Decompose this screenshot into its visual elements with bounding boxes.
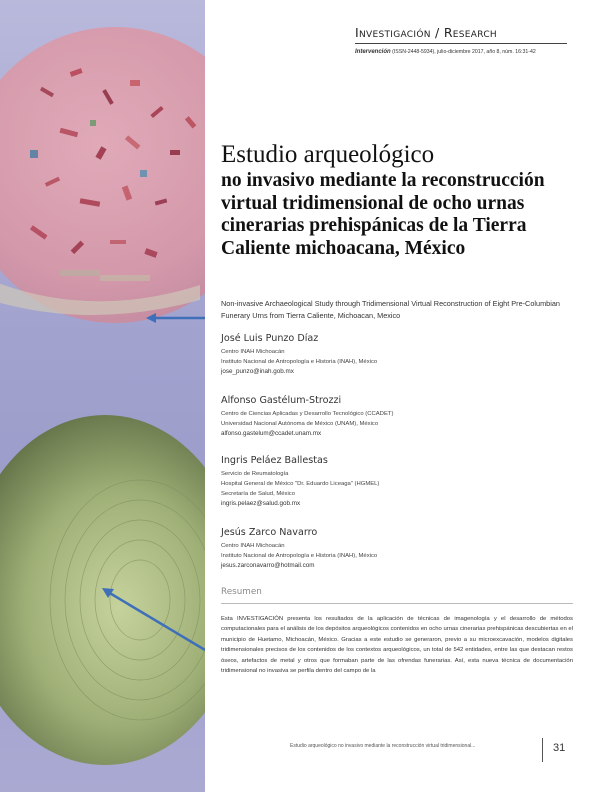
author-block (221, 527, 561, 571)
urn-reconstruction-illustration (0, 0, 205, 792)
author-block (221, 455, 561, 509)
author-name: Ingris Peláez Ballestas (221, 455, 328, 466)
author-affiliation: Hospital General de México "Dr. Eduardo Liceaga" (HGMEL) (221, 481, 380, 487)
author-email[interactable]: alfonso.gastelum@ccadet.unam.mx (221, 430, 322, 437)
author-email[interactable]: ingris.pelaez@salud.gob.mx (221, 500, 301, 507)
footer-rule (542, 738, 543, 762)
article-title-english: Non-invasive Archaeological Study through Tridimensional Virtual Reconstruction of Eight Pre-Columbian Funerary Urns from Tierra Caliente, Michoacan, Mexico (221, 299, 560, 320)
article-title-sub: no invasivo mediante la reconstrucción virtual tridimensional de ocho urnas cinerarias prehispánicas de la Tierra Caliente michoacana, México (221, 170, 545, 259)
author-affiliation: Centro INAH Michoacán (221, 349, 285, 355)
author-affiliation: Centro INAH Michoacán (221, 543, 285, 549)
author-affiliation: Universidad Nacional Autónoma de México (UNAM), México (221, 421, 379, 427)
abstract-rule (221, 603, 573, 604)
citation-details: (ISSN-2448-5934), julio-diciembre 2017, año 8, núm. 16:31-42 (392, 49, 536, 55)
cover-image-panel (0, 0, 205, 792)
author-name: Jesús Zarco Navarro (221, 527, 318, 538)
urn-bottom-sphere (0, 415, 205, 765)
author-block (221, 395, 561, 439)
abstract-text: Esta INVESTIGACIÓN presenta los resultados de la aplicación de técnicas de imagenología y el desarrollo de métodos computacionales para el análisis de los depósitos arqueológicos contenidos en ocho urnas cinerarias prehispánicas descubiertas en el municipio de Huetamo, Michoacán, México. Gracias a este estudio se generaron, previo a su microexcavación, modelos digitales tridimensionales precisos de los contenidos de los contextos arqueológicos, un total de 542 entidades, entre las que destacan restos óseos, artefactos de metal y otros que formaban parte de las ofrendas funerarias. Así, esta nueva técnica de documentación tridimensional no invasiva se perfila dentro del campo de la (221, 616, 573, 675)
abstract-heading: Resumen (221, 587, 262, 597)
author-affiliation: Instituto Nacional de Antropología e Historia (INAH), México (221, 359, 378, 365)
author-affiliation: Centro de Ciencias Aplicadas y Desarrollo Tecnológico (CCADET) (221, 411, 394, 417)
journal-citation (355, 49, 595, 55)
author-affiliation: Instituto Nacional de Antropología e Historia (INAH), México (221, 553, 378, 559)
author-email[interactable]: jose_punzo@inah.gob.mx (221, 368, 294, 375)
author-email[interactable]: jesus.zarconavarro@hotmail.com (221, 562, 315, 569)
author-block (221, 333, 561, 377)
author-affiliation: Secretaría de Salud, México (221, 491, 295, 497)
running-footer: Estudio arqueológico no invasivo mediante la reconstrucción virtual tridimensional... (290, 743, 476, 749)
author-affiliation: Servicio de Reumatología (221, 471, 289, 477)
author-name: José Luis Punzo Díaz (221, 333, 319, 344)
section-label: Investigación / Research (355, 25, 497, 40)
author-name: Alfonso Gastélum-Strozzi (221, 395, 342, 406)
article-title-main: Estudio arqueológico (221, 141, 435, 168)
journal-name: Intervención (355, 49, 391, 55)
header-rule (355, 43, 567, 44)
page-number: 31 (553, 742, 566, 754)
